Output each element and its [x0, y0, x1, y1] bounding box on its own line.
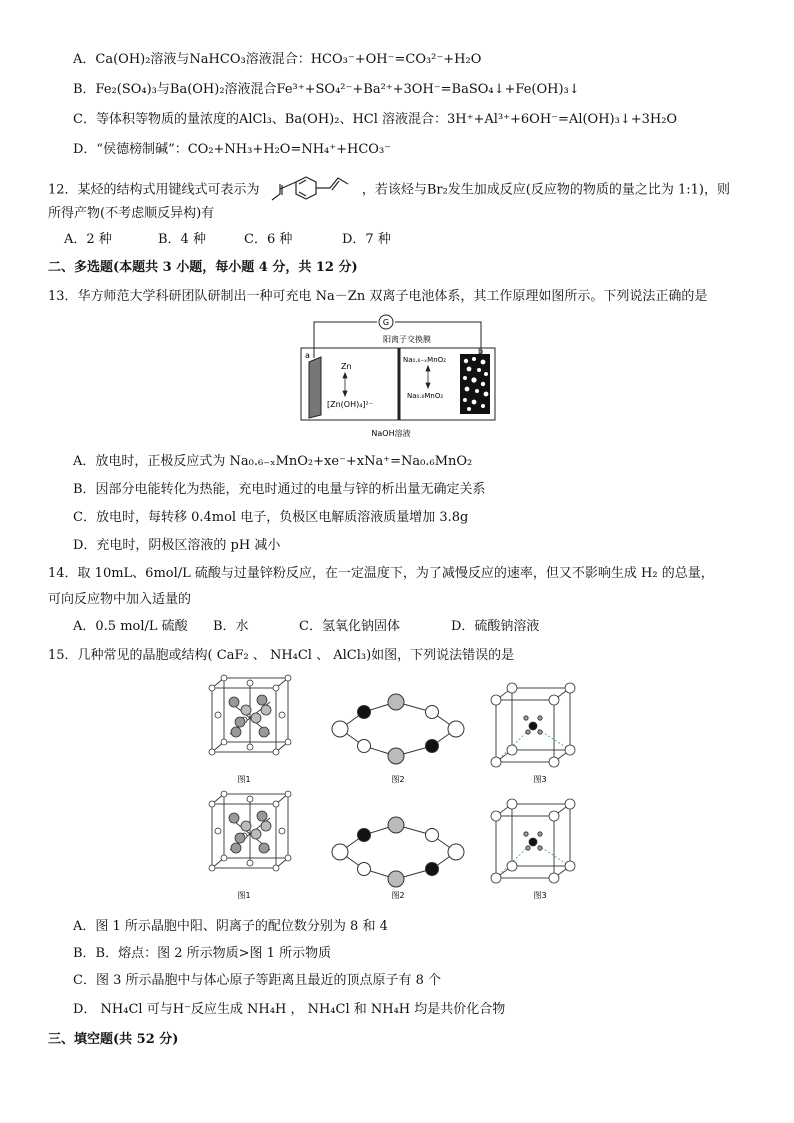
q11-option-b: B．Fe₂(SO₄)₃与Ba(OH)₂溶液混合Fe³⁺+SO₄²⁻+Ba²⁺+3OH⁻=BaSO₄↓+Fe(OH)₃↓: [73, 82, 580, 97]
membrane-label: 阳离子交换膜: [383, 335, 431, 344]
electrode-a: [309, 357, 321, 418]
q15-option-a: A．图 1 所示晶胞中阳、阴离子的配位数分别为 8 和 4: [73, 919, 388, 934]
q12-stem: [48, 174, 730, 206]
section-2-heading: 二、多选题(本题共 3 小题，每小题 4 分，共 12 分): [48, 260, 358, 275]
fig1-caption: 图1: [237, 775, 251, 784]
q13-option-c: C．放电时，每转移 0.4mol 电子，负极区电解质溶液质量增加 3.8g: [73, 510, 469, 525]
electrode-b-label: b: [478, 347, 484, 356]
fig2-caption-repeat: 图2: [391, 891, 405, 900]
divinylbenzene-structure-icon: [268, 174, 354, 206]
naoh-label: NaOH溶液: [371, 429, 411, 438]
battery-diagram: [297, 314, 497, 442]
q11-option-d: D．“侯德榜制碱”：CO₂+NH₃+H₂O=NH₄⁺+HCO₃⁻: [73, 142, 392, 157]
q14-stem-2: 可向反应物中加入适量的: [48, 592, 192, 607]
q13-option-a: A．放电时，正极反应式为 Na₀.₆₋ₓMnO₂+xe⁻+xNa⁺=Na₀.₆MnO₂: [73, 454, 473, 469]
q14-option-a: A．0.5 mol/L 硫酸: [73, 619, 188, 634]
q11-option-c: C．等体积等物质的量浓度的AlCl₃、Ba(OH)₂、HCl 溶液混合：3H⁺+Al³⁺+6OH⁻=Al(OH)₃↓+3H₂O: [73, 112, 678, 127]
q14-option-c: C．氢氧化钠固体: [299, 619, 400, 634]
q14-option-b: B．水: [213, 619, 249, 634]
q11-option-a: A．Ca(OH)₂溶液与NaHCO₃溶液混合：HCO₃⁻+OH⁻=CO₃²⁻+H₂O: [73, 52, 482, 67]
q12-stem-line2: 所得产物(不考虑顺反异构)有: [48, 206, 215, 221]
alcl3-dimer: [332, 694, 464, 764]
q12-stem-pre: 12．某烃的结构式用键线式可表示为: [48, 182, 260, 198]
q12-option-a: A．2 种: [64, 232, 112, 247]
q12-option-d: D．7 种: [342, 232, 391, 247]
q12-option-c: C．6 种: [244, 232, 293, 247]
q15-option-d: D． NH₄Cl 可与H⁻反应生成 NH₄H ， NH₄Cl 和 NH₄H 均是共价化合物: [73, 1002, 506, 1017]
q12-stem-post: ，若该烃与Br₂发生加成反应(反应物的物质的量之比为 1:1)，则: [361, 182, 731, 198]
q15-option-c: C．图 3 所示晶胞中与体心原子等距离且最近的顶点原子有 8 个: [73, 973, 442, 988]
na-top-label: Na₀.₆₋ₓMnO₂: [403, 356, 446, 364]
galvanometer-label: G: [382, 318, 390, 327]
fig3-caption: 图3: [533, 775, 547, 784]
q14-options: [73, 618, 539, 636]
fig2-caption: 图2: [391, 775, 405, 784]
crystal-figures-row-2: [200, 790, 600, 902]
crystal-figures-row-1: [200, 674, 600, 786]
q13-stem: 13．华方师范大学科研团队研制出一种可充电 Na－Zn 双离子电池体系，其工作原理如图所示。下列说法正确的是: [48, 289, 708, 304]
q14-stem-1: 14．取 10mL、6mol/L 硫酸与过量锌粉反应，在一定温度下，为了减慢反应的速率，但又不影响生成 H₂ 的总量，: [48, 566, 714, 581]
zn-label: Zn: [341, 362, 352, 371]
na-bottom-label: Na₀.₆MnO₂: [407, 392, 444, 400]
q12-options: [64, 231, 391, 249]
q13-option-b: B．因部分电能转化为热能，充电时通过的电量与锌的析出量无确定关系: [73, 482, 486, 497]
q13-option-d: D．充电时，阴极区溶液的 pH 减小: [73, 538, 281, 553]
zinc-hydroxide-label: [Zn(OH)₄]²⁻: [327, 400, 373, 409]
electrode-a-label: a: [305, 351, 310, 360]
q14-option-d: D．硫酸钠溶液: [451, 619, 540, 634]
section-3-heading: 三、填空题(共 52 分): [48, 1032, 179, 1047]
q15-stem: 15．几种常见的晶胞或结构( CaF₂ 、 NH₄Cl 、 AlCl₃)如图，下列说法错误的是: [48, 648, 515, 663]
q15-option-b: B．B．熔点：图 2 所示物质>图 1 所示物质: [73, 946, 332, 961]
q12-option-b: B．4 种: [158, 232, 206, 247]
fig3-caption-repeat: 图3: [533, 891, 547, 900]
electrode-b: [460, 354, 490, 414]
fig1-caption-repeat: 图1: [237, 891, 251, 900]
